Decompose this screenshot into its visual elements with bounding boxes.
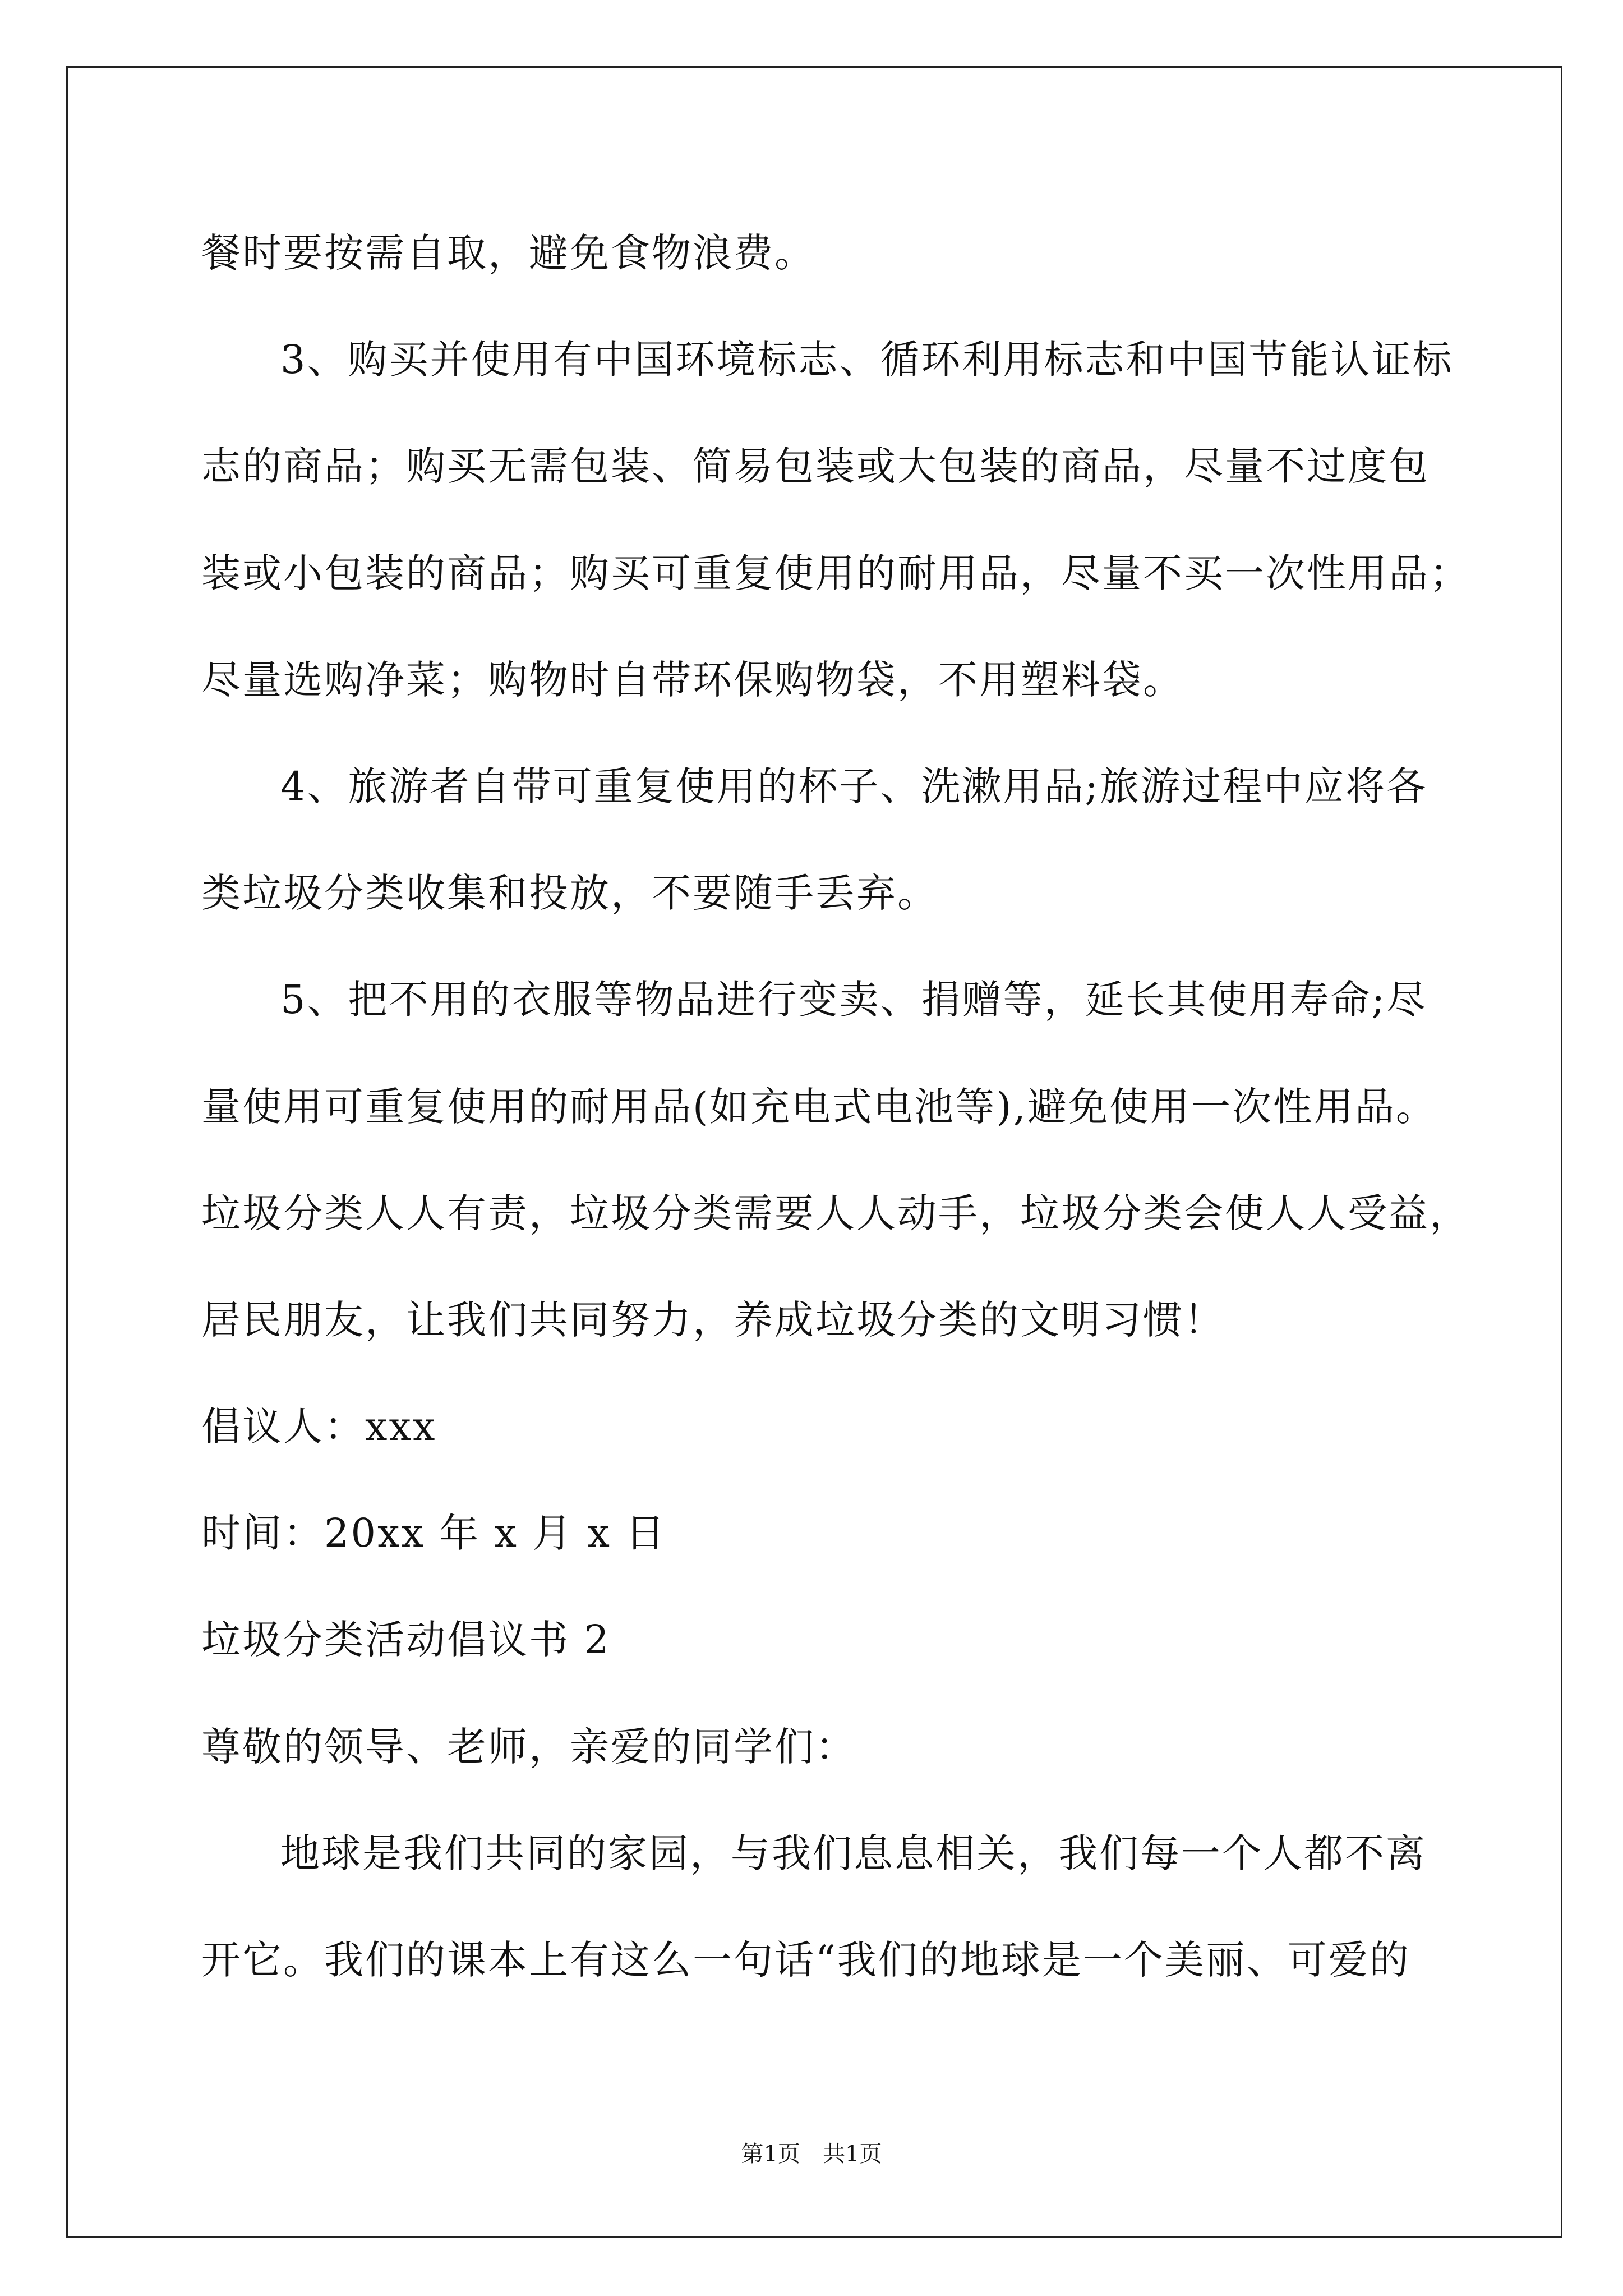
body-text-line: 餐时要按需自取，避免食物浪费。	[201, 230, 815, 276]
body-text-line: 开它。我们的课本上有这么一句话“我们的地球是一个美丽、可爱的	[201, 1937, 1410, 1983]
body-text-line: 尽量选购净菜；购物时自带环保购物袋，不用塑料袋。	[201, 656, 1184, 703]
signatory-line: 倡议人：xxx	[201, 1404, 437, 1450]
document-body	[201, 200, 1502, 2013]
list-item-4-line: 4、旅游者自带可重复使用的杯子、洗漱用品;旅游过程中应将各	[280, 763, 1428, 809]
body-text-line: 量使用可重复使用的耐用品(如充电式电池等),避免使用一次性用品。	[201, 1083, 1437, 1130]
body-text-line: 居民朋友，让我们共同努力，养成垃圾分类的文明习惯！	[201, 1296, 1225, 1343]
body-text-line: 装或小包装的商品；购买可重复使用的耐用品，尽量不买一次性用品；	[201, 550, 1470, 596]
body-text-line: 志的商品；购买无需包装、简易包装或大包装的商品，尽量不过度包	[201, 443, 1430, 490]
date-line: 时间：20xx 年 x 月 x 日	[201, 1510, 667, 1557]
list-item-3-line: 3、购买并使用有中国环境标志、循环利用标志和中国节能认证标	[280, 337, 1454, 383]
list-item-5-line: 5、把不用的衣服等物品进行变卖、捐赠等，延长其使用寿命;尽	[280, 977, 1428, 1023]
body-text-line: 类垃圾分类收集和投放，不要随手丢弃。	[201, 870, 938, 917]
body-text-line: 地球是我们共同的家园，与我们息息相关，我们每一个人都不离	[280, 1830, 1427, 1876]
salutation-line: 尊敬的领导、老师，亲爱的同学们：	[201, 1723, 856, 1770]
body-text-line: 垃圾分类人人有责，垃圾分类需要人人动手，垃圾分类会使人人受益，	[201, 1190, 1470, 1236]
page-footer: 第1页 共1页	[741, 2141, 882, 2167]
section-heading: 垃圾分类活动倡议书 2	[201, 1617, 611, 1663]
